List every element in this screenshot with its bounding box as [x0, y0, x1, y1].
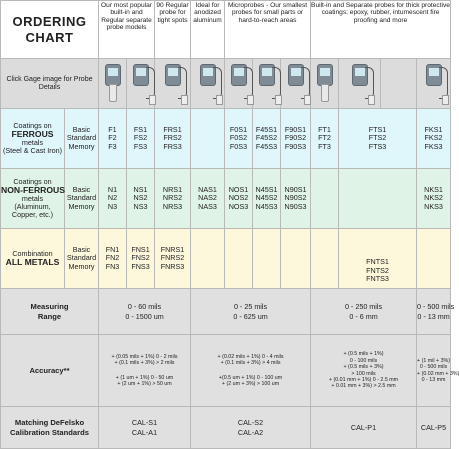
gauge-image-separate[interactable]	[127, 59, 155, 109]
accuracy-group-1: + (0.05 mils + 1%) 0 - 2 mils + (0.1 mils + 3%) > 2 mils + (1 um + 1%) 0 - 50 um + (2 um + 1%) > 50 um	[99, 335, 191, 407]
gauge-image-thick-builtin[interactable]	[311, 59, 339, 109]
nonferrous-memory-label: Basic Standard Memory	[65, 169, 99, 229]
gauge-thick-builtin-icon[interactable]	[311, 61, 339, 103]
range-group-2: 0 - 25 mils 0 - 625 um	[191, 289, 311, 335]
accuracy-label: Accuracy**	[1, 335, 99, 407]
header-90-probe: 90 Regular probe for tight spots	[155, 1, 191, 59]
gauge-90-icon[interactable]	[159, 61, 187, 103]
gauge-anodize-icon[interactable]	[194, 61, 222, 103]
nonferrous-codes-micro-90: N90S1 N90S2 N90S3	[281, 169, 311, 229]
gauge-separate-icon[interactable]	[127, 61, 155, 103]
allmetals-codes-micro-90	[281, 229, 311, 289]
range-group-4: 0 - 500 mils 0 - 13 mm	[417, 289, 451, 335]
measuring-range-label: Measuring Range	[1, 289, 99, 335]
click-gage-label: Click Gage image for Probe Details	[1, 59, 99, 109]
allmetals-codes-separate: FNS1 FNS2 FNS3	[127, 229, 155, 289]
header-popular-models: Our most popular built-in and Regular separate probe models	[99, 1, 155, 59]
calibration-group-3: CAL-P1	[311, 407, 417, 449]
range-group-1: 0 - 60 mils 0 - 1500 um	[99, 289, 191, 335]
gauge-micro-0-icon[interactable]	[225, 61, 253, 103]
ferrous-codes-micro-45: F45S1 F45S2 F45S3	[253, 109, 281, 169]
nonferrous-codes-90: NRS1 NRS2 NRS3	[155, 169, 191, 229]
ferrous-codes-thick-k: FKS1 FKS2 FKS3	[417, 109, 451, 169]
ferrous-codes-builtin: F1 F2 F3	[99, 109, 127, 169]
nonferrous-codes-thick-k: NKS1 NKS2 NKS3	[417, 169, 451, 229]
ferrous-codes-90: FRS1 FRS2 FRS3	[155, 109, 191, 169]
nonferrous-codes-builtin: N1 N2 N3	[99, 169, 127, 229]
ferrous-codes-separate: FS1 FS2 FS3	[127, 109, 155, 169]
gauge-micro-90-icon[interactable]	[282, 61, 310, 103]
gauge-image-anodize[interactable]	[191, 59, 225, 109]
nonferrous-codes-thick-separate	[339, 169, 417, 229]
allmetals-label: Combination ALL METALS	[1, 229, 65, 289]
gauge-thick-separate-icon[interactable]	[346, 61, 374, 103]
title-line-1: ORDERING	[12, 13, 87, 29]
header-anodized: Ideal for anodized aluminum	[191, 1, 225, 59]
calibration-group-4: CAL-P5	[417, 407, 451, 449]
gauge-image-thick-k[interactable]	[417, 59, 451, 109]
gauge-image-micro-90[interactable]	[281, 59, 311, 109]
gauge-micro-45-icon[interactable]	[253, 61, 281, 103]
allmetals-codes-builtin: FN1 FN2 FN3	[99, 229, 127, 289]
gauge-image-empty	[381, 59, 417, 109]
gauge-image-builtin[interactable]	[99, 59, 127, 109]
ferrous-codes-thick-separate: FTS1 FTS2 FTS3	[339, 109, 417, 169]
nonferrous-codes-thick-builtin	[311, 169, 339, 229]
header-thick-coatings: Built-in and Separate probes for thick protective coatings; epoxy, rubber, intumescent fire proofing and more	[311, 1, 451, 59]
nonferrous-codes-anodize: NAS1 NAS2 NAS3	[191, 169, 225, 229]
ferrous-memory-label: Basic Standard Memory	[65, 109, 99, 169]
ferrous-codes-micro-90: F90S1 F90S2 F90S3	[281, 109, 311, 169]
range-group-3: 0 - 250 mils 0 - 6 mm	[311, 289, 417, 335]
accuracy-group-3: + (0.5 mils + 1%) 0 - 100 mils + (0.5 mils + 3%) > 100 mils + (0.01 mm + 1%) 0 - 2.5 mm + 0.01 mm + 3%) > 2.5 mm	[311, 335, 417, 407]
allmetals-codes-anodize	[191, 229, 225, 289]
allmetals-codes-thick-k	[417, 229, 451, 289]
ferrous-codes-anodize	[191, 109, 225, 169]
nonferrous-label: Coatings on NON-FERROUS metals (Aluminum, Copper, etc.)	[1, 169, 65, 229]
calibration-group-2: CAL-S2 CAL-A2	[191, 407, 311, 449]
calibration-group-1: CAL-S1 CAL-A1	[99, 407, 191, 449]
allmetals-codes-thick-builtin	[311, 229, 339, 289]
nonferrous-codes-micro-45: N45S1 N45S2 N45S3	[253, 169, 281, 229]
nonferrous-codes-separate: NS1 NS2 NS3	[127, 169, 155, 229]
accuracy-group-4: + (1 mil + 3%) 0 - 500 mils + (0.02 mm + 3%) 0 - 13 mm	[417, 335, 451, 407]
gauge-image-90[interactable]	[155, 59, 191, 109]
allmetals-codes-micro-45	[253, 229, 281, 289]
gauge-image-micro-45[interactable]	[253, 59, 281, 109]
gauge-image-micro-0[interactable]	[225, 59, 253, 109]
ferrous-label: Coatings on FERROUS metals (Steel & Cast Iron)	[1, 109, 65, 169]
title-line-2: CHART	[25, 29, 74, 45]
chart-title	[1, 1, 99, 59]
gauge-builtin-icon[interactable]	[99, 61, 127, 103]
allmetals-memory-label: Basic Standard Memory	[65, 229, 99, 289]
calibration-label: Matching DeFelsko Calibration Standards	[1, 407, 99, 449]
allmetals-codes-thick-separate: FNTS1 FNTS2 FNTS3	[339, 229, 417, 289]
gauge-image-thick-separate[interactable]	[339, 59, 381, 109]
header-microprobes: Microprobes - Our smallest probes for small parts or hard-to-reach areas	[225, 1, 311, 59]
allmetals-codes-micro-0	[225, 229, 253, 289]
ferrous-codes-micro-0: F0S1 F0S2 F0S3	[225, 109, 253, 169]
accuracy-group-2: + (0.02 mils + 1%) 0 - 4 mils + (0.1 mils + 3%) > 4 mils +(0.5 um + 1%) 0 - 100 um + (2 um + 3%) > 100 um	[191, 335, 311, 407]
gauge-thick-k-icon[interactable]	[420, 61, 448, 103]
allmetals-codes-90: FNRS1 FNRS2 FNRS3	[155, 229, 191, 289]
ferrous-codes-thick-builtin: FT1 FT2 FT3	[311, 109, 339, 169]
nonferrous-codes-micro-0: NOS1 NOS2 NOS3	[225, 169, 253, 229]
